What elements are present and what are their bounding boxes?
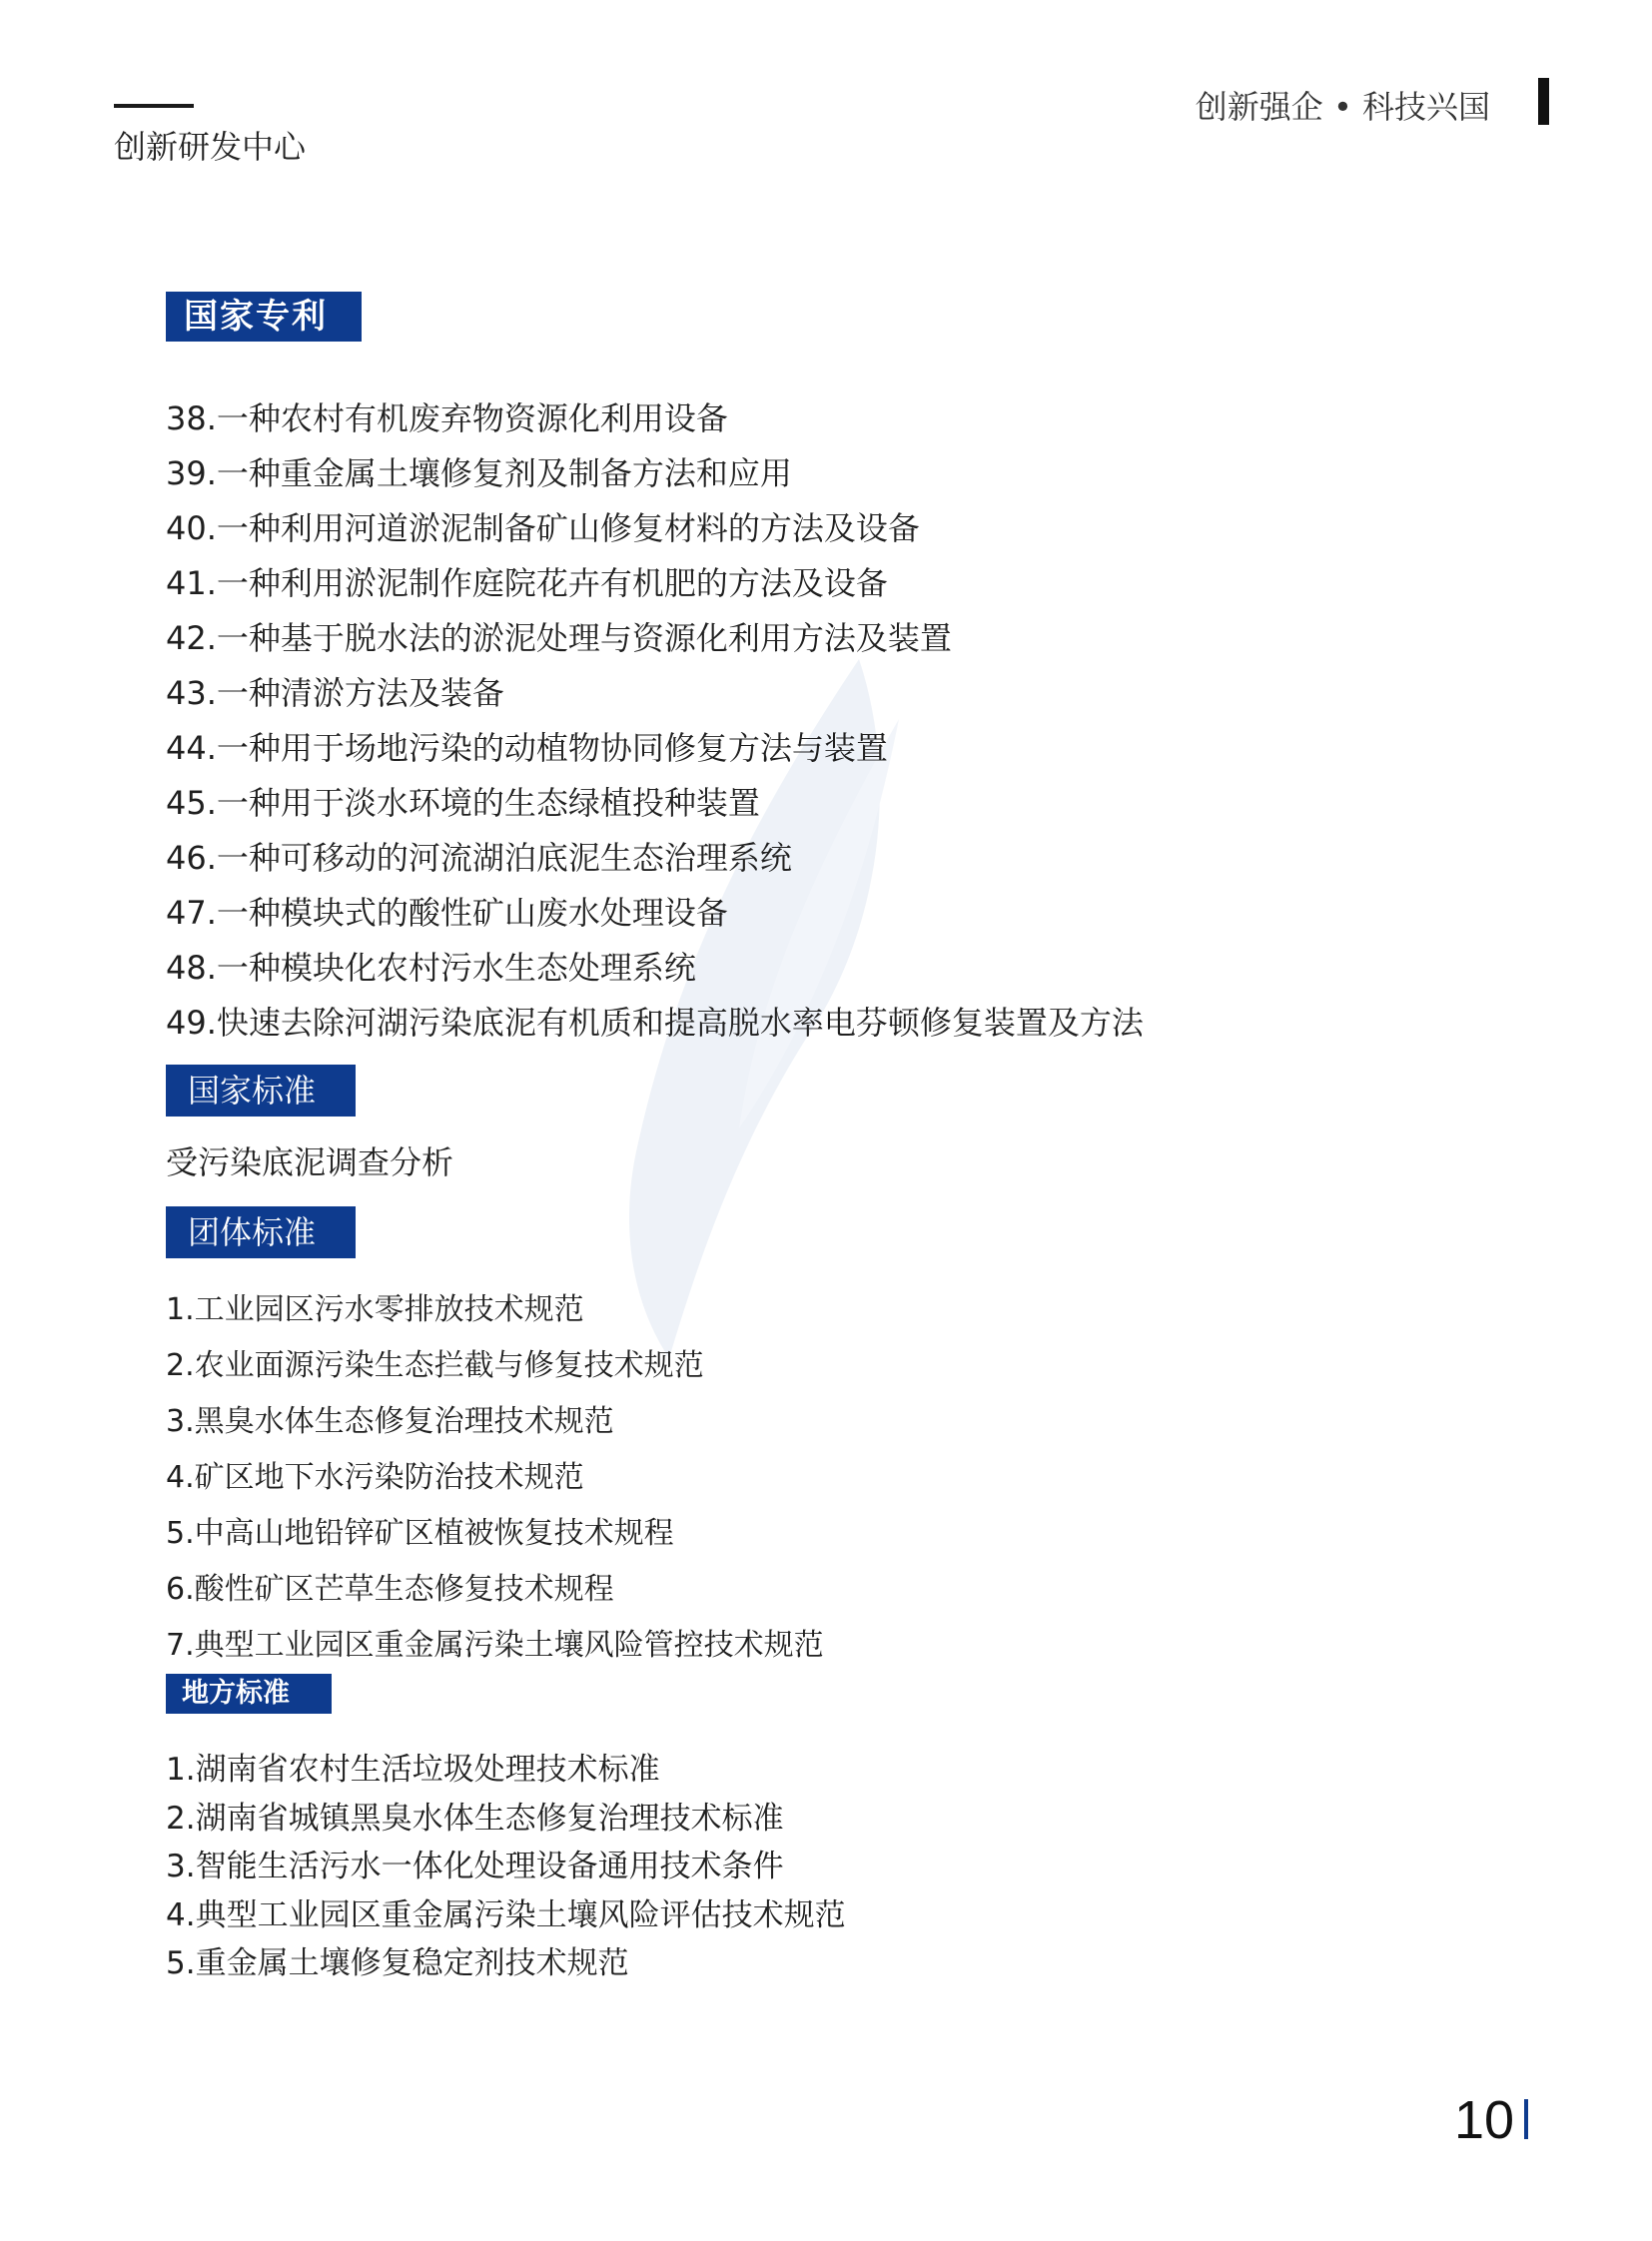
list-item: 2.农业面源污染生态拦截与修复技术规范 xyxy=(166,1348,704,1383)
list-item: 3.黑臭水体生态修复治理技术规范 xyxy=(166,1404,614,1439)
header-slogan: 创新强企 • 科技兴国 xyxy=(1195,88,1490,126)
list-item: 39.一种重金属土壤修复剂及制备方法和应用 xyxy=(166,454,792,492)
local-standard-list xyxy=(166,1746,846,1988)
list-item: 1.工业园区污水零排放技术规范 xyxy=(166,1292,584,1327)
list-item: 4.典型工业园区重金属污染土壤风险评估技术规范 xyxy=(166,1896,846,1933)
list-item: 41.一种利用淤泥制作庭院花卉有机肥的方法及设备 xyxy=(166,564,888,602)
list-item: 3.智能生活污水一体化处理设备通用技术条件 xyxy=(166,1849,784,1884)
header-section-title: 创新研发中心 xyxy=(114,128,307,166)
list-item: 6.酸性矿区芒草生态修复技术规程 xyxy=(166,1572,614,1607)
section-title-group-standard: 团体标准 xyxy=(166,1206,356,1258)
list-item: 48.一种模块化农村污水生态处理系统 xyxy=(166,949,696,987)
list-item: 40.一种利用河道淤泥制备矿山修复材料的方法及设备 xyxy=(166,509,920,547)
list-item: 2.湖南省城镇黑臭水体生态修复治理技术标准 xyxy=(166,1800,784,1837)
list-item: 5.中高山地铅锌矿区植被恢复技术规程 xyxy=(166,1516,674,1551)
list-item: 受污染底泥调查分析 xyxy=(166,1143,454,1181)
header-rule xyxy=(114,104,194,108)
list-item: 5.重金属土壤修复稳定剂技术规范 xyxy=(166,1945,629,1981)
section-title-local-standard: 地方标准 xyxy=(166,1674,332,1714)
page-number-accent-bar xyxy=(1524,2099,1528,2139)
group-standard-list xyxy=(166,1282,824,1674)
list-item: 44.一种用于场地污染的动植物协同修复方法与装置 xyxy=(166,729,888,767)
page-number: 10 xyxy=(1454,2090,1515,2150)
patent-list xyxy=(166,391,1144,1051)
list-item: 49.快速去除河湖污染底泥有机质和提高脱水率电芬顿修复装置及方法 xyxy=(166,1004,1144,1042)
list-item: 47.一种模块式的酸性矿山废水处理设备 xyxy=(166,894,728,932)
list-item: 42.一种基于脱水法的淤泥处理与资源化利用方法及装置 xyxy=(166,619,952,657)
section-title-national-standard: 国家标准 xyxy=(166,1065,356,1117)
list-item: 4.矿区地下水污染防治技术规范 xyxy=(166,1460,584,1495)
list-item: 46.一种可移动的河流湖泊底泥生态治理系统 xyxy=(166,839,792,877)
list-item: 43.一种清淤方法及装备 xyxy=(166,674,504,712)
section-title-patents: 国家专利 xyxy=(166,292,362,342)
list-item: 45.一种用于淡水环境的生态绿植投种装置 xyxy=(166,784,760,822)
header-accent-bar xyxy=(1538,78,1549,125)
list-item: 7.典型工业园区重金属污染土壤风险管控技术规范 xyxy=(166,1628,824,1663)
list-item: 38.一种农村有机废弃物资源化利用设备 xyxy=(166,399,728,437)
list-item: 1.湖南省农村生活垃圾处理技术标准 xyxy=(166,1752,660,1788)
